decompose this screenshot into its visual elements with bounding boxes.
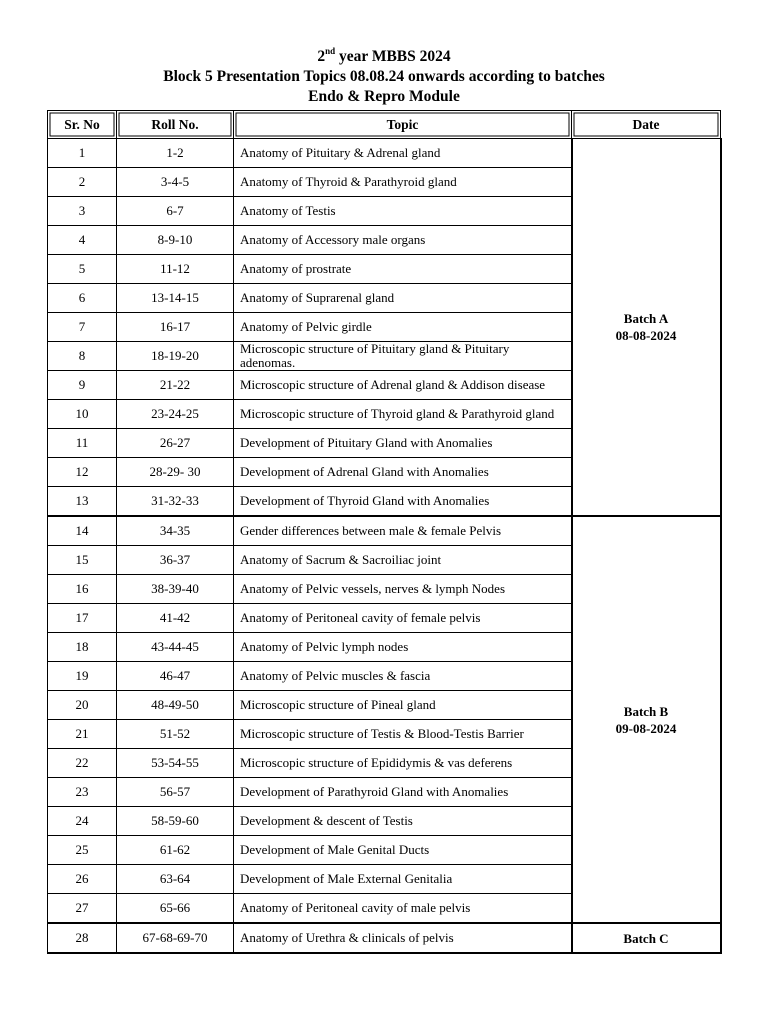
cell-topic: Development of Male External Genitalia (234, 865, 572, 894)
cell-sr-no: 17 (48, 604, 117, 633)
cell-roll-no: 65-66 (117, 894, 234, 924)
cell-sr-no: 16 (48, 575, 117, 604)
cell-sr-no: 20 (48, 691, 117, 720)
cell-roll-no: 51-52 (117, 720, 234, 749)
cell-roll-no: 48-49-50 (117, 691, 234, 720)
cell-sr-no: 4 (48, 226, 117, 255)
table-row (48, 923, 721, 953)
cell-roll-no: 13-14-15 (117, 284, 234, 313)
cell-sr-no: 6 (48, 284, 117, 313)
cell-topic: Anatomy of Pelvic lymph nodes (234, 633, 572, 662)
cell-topic: Gender differences between male & female Pelvis (234, 516, 572, 546)
cell-topic: Anatomy of Peritoneal cavity of male pelvis (234, 894, 572, 924)
cell-sr-no: 1 (48, 139, 117, 168)
cell-topic: Microscopic structure of Epididymis & vas deferens (234, 749, 572, 778)
cell-topic: Anatomy of Pelvic girdle (234, 313, 572, 342)
cell-batch-date (572, 139, 721, 517)
cell-batch-date (572, 516, 721, 923)
cell-sr-no: 13 (48, 487, 117, 517)
cell-roll-no: 11-12 (117, 255, 234, 284)
table-header-row (48, 111, 721, 139)
cell-topic: Development of Adrenal Gland with Anomalies (234, 458, 572, 487)
cell-sr-no: 15 (48, 546, 117, 575)
cell-topic: Microscopic structure of Thyroid gland & Parathyroid gland (234, 400, 572, 429)
cell-sr-no: 9 (48, 371, 117, 400)
header-year-number: 2 (317, 48, 326, 65)
cell-sr-no: 18 (48, 633, 117, 662)
batch-date: 08-08-2024 (615, 328, 677, 343)
cell-topic: Microscopic structure of Pineal gland (234, 691, 572, 720)
column-header-date: Date (572, 111, 721, 139)
cell-topic: Anatomy of prostrate (234, 255, 572, 284)
cell-sr-no: 11 (48, 429, 117, 458)
cell-topic: Microscopic structure of Testis & Blood-Testis Barrier (234, 720, 572, 749)
column-header-sr-no: Sr. No (48, 111, 117, 139)
cell-topic: Anatomy of Urethra & clinicals of pelvis (234, 923, 572, 953)
cell-sr-no: 14 (48, 516, 117, 546)
cell-topic: Anatomy of Pelvic muscles & fascia (234, 662, 572, 691)
header-line-1 (0, 47, 768, 67)
cell-topic: Development of Parathyroid Gland with Anomalies (234, 778, 572, 807)
cell-roll-no: 38-39-40 (117, 575, 234, 604)
cell-sr-no: 26 (48, 865, 117, 894)
table-row (48, 139, 721, 168)
cell-roll-no: 46-47 (117, 662, 234, 691)
header-line-3: Endo & Repro Module (308, 88, 460, 105)
cell-roll-no: 43-44-45 (117, 633, 234, 662)
cell-roll-no: 58-59-60 (117, 807, 234, 836)
header-year-text: year MBBS 2024 (335, 48, 451, 65)
cell-sr-no: 5 (48, 255, 117, 284)
cell-sr-no: 25 (48, 836, 117, 865)
cell-roll-no: 56-57 (117, 778, 234, 807)
cell-batch-date (572, 923, 721, 953)
cell-roll-no: 1-2 (117, 139, 234, 168)
batch-date: 09-08-2024 (615, 720, 677, 736)
cell-roll-no: 18-19-20 (117, 342, 234, 371)
column-header-roll-no: Roll No. (117, 111, 234, 139)
batch-name: Batch C (623, 930, 669, 946)
cell-roll-no: 3-4-5 (117, 168, 234, 197)
topics-table-container (47, 110, 720, 954)
batch-name: Batch B (623, 703, 669, 719)
cell-sr-no: 12 (48, 458, 117, 487)
cell-sr-no: 23 (48, 778, 117, 807)
cell-topic: Anatomy of Pituitary & Adrenal gland (234, 139, 572, 168)
column-header-topic: Topic (234, 111, 572, 139)
cell-sr-no: 28 (48, 923, 117, 953)
cell-topic: Development of Thyroid Gland with Anomalies (234, 487, 572, 517)
cell-topic: Anatomy of Accessory male organs (234, 226, 572, 255)
cell-sr-no: 3 (48, 197, 117, 226)
cell-roll-no: 61-62 (117, 836, 234, 865)
cell-topic: Anatomy of Thyroid & Parathyroid gland (234, 168, 572, 197)
cell-topic: Anatomy of Pelvic vessels, nerves & lymph Nodes (234, 575, 572, 604)
cell-roll-no: 6-7 (117, 197, 234, 226)
batch-name: Batch A (623, 311, 669, 326)
cell-sr-no: 10 (48, 400, 117, 429)
cell-topic: Anatomy of Suprarenal gland (234, 284, 572, 313)
cell-sr-no: 22 (48, 749, 117, 778)
cell-roll-no: 36-37 (117, 546, 234, 575)
cell-topic: Anatomy of Sacrum & Sacroiliac joint (234, 546, 572, 575)
header-line-2: Block 5 Presentation Topics 08.08.24 onwards according to batches (163, 68, 605, 85)
header-year-superscript: nd (325, 45, 336, 56)
cell-roll-no: 26-27 (117, 429, 234, 458)
cell-topic: Development of Male Genital Ducts (234, 836, 572, 865)
cell-roll-no: 31-32-33 (117, 487, 234, 517)
cell-roll-no: 41-42 (117, 604, 234, 633)
cell-roll-no: 28-29- 30 (117, 458, 234, 487)
cell-topic: Development & descent of Testis (234, 807, 572, 836)
cell-roll-no: 53-54-55 (117, 749, 234, 778)
table-row (48, 516, 721, 546)
cell-roll-no: 23-24-25 (117, 400, 234, 429)
topics-table (47, 110, 722, 954)
cell-sr-no: 19 (48, 662, 117, 691)
cell-sr-no: 21 (48, 720, 117, 749)
cell-roll-no: 67-68-69-70 (117, 923, 234, 953)
cell-sr-no: 27 (48, 894, 117, 924)
cell-sr-no: 7 (48, 313, 117, 342)
cell-roll-no: 21-22 (117, 371, 234, 400)
cell-roll-no: 8-9-10 (117, 226, 234, 255)
cell-roll-no: 16-17 (117, 313, 234, 342)
cell-sr-no: 2 (48, 168, 117, 197)
cell-topic: Microscopic structure of Adrenal gland & Addison disease (234, 371, 572, 400)
cell-roll-no: 63-64 (117, 865, 234, 894)
cell-topic: Microscopic structure of Pituitary gland & Pituitary adenomas. (234, 342, 572, 371)
cell-topic: Development of Pituitary Gland with Anomalies (234, 429, 572, 458)
cell-sr-no: 24 (48, 807, 117, 836)
cell-roll-no: 34-35 (117, 516, 234, 546)
cell-sr-no: 8 (48, 342, 117, 371)
table-body (48, 139, 721, 954)
cell-topic: Anatomy of Peritoneal cavity of female pelvis (234, 604, 572, 633)
document-header (0, 47, 768, 107)
cell-topic: Anatomy of Testis (234, 197, 572, 226)
